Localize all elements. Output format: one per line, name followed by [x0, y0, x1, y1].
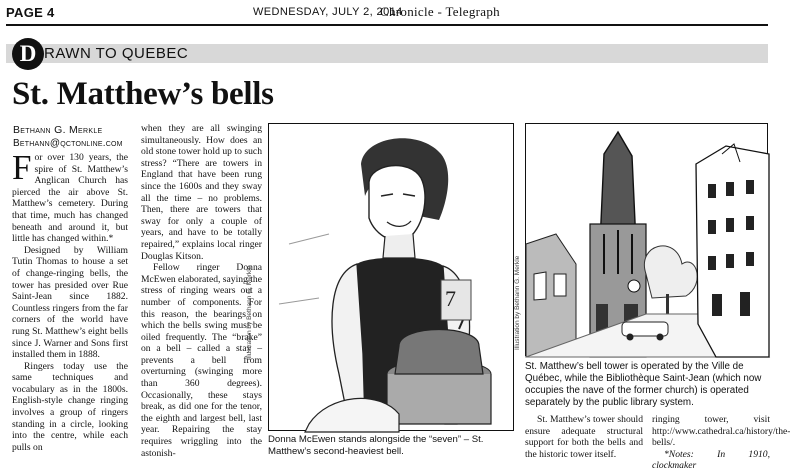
illustration-bell-ringer: [268, 123, 514, 431]
paragraph: when they are all swinging simultaneously. How does an old stone tower hold up to such stress? “There are towers in England that have been rung since the 1600s and they sway all the time – no problems. Then, there are towers that sway for only a couple of years, and have to be totally repaired,” explains local ringer Douglas Kitson.: [141, 123, 262, 262]
issue-date: WEDNESDAY, JULY 2, 2014: [253, 6, 403, 18]
article-column-3: [525, 414, 643, 459]
paragraph: Designed by William Tutin Thomas to house a set of change-ringing bells, the tower has presided over Rue Saint-Jean since 1882. Countless ringers from the far corners of the world have rung St. Matthew’s eight bells since J. Warner and Sons first installed them in 1888.: [12, 244, 128, 361]
article-column-1: [12, 148, 128, 459]
illustration-bell-tower: [525, 123, 768, 356]
bell-number-label: 7: [445, 286, 456, 311]
section-title: RAWN TO QUEBEC: [44, 45, 189, 62]
caption-1: Donna McEwen stands alongside the “seven” – St. Matthew’s second-heaviest bell.: [268, 434, 484, 457]
article-column-4: [652, 414, 790, 472]
article-column-2: [141, 123, 262, 459]
paragraph-text: or over 130 years, the spire of St. Matthew’s Anglican Church has pierced the air above St. Matthew’s cemetery. During that time, much has changed beneath and around it, but little has changed within.*: [12, 152, 128, 245]
paragraph: Fellow ringer Donna McEwen elaborated, saying the stress of ringing wears out a number of components. For this reason, the bearings on which the bells swing must be oiled frequently. The “brake” on a bell – called a stay – prevents a bell from overturning (swinging more than 360 degrees). Occasionally, these stays break, as did one for the tenor, the eighth and largest bell, last year. Repairing the stay requires wriggling into the astonish-: [141, 262, 262, 459]
ringer-drawing: [269, 124, 515, 432]
illustration-credit-2: Illustration by Bethann G. Merkle: [514, 255, 521, 350]
tower-drawing: [526, 124, 769, 357]
section-logo: D: [12, 38, 44, 70]
byline-author: Bethann G. Merkle: [13, 124, 103, 136]
illustration-credit-1: Illustration by Bethann G. Merkle: [246, 265, 253, 360]
paragraph: Ringers today use the same techniques and vocabulary as in the 1800s. English-style change ringing involves a group of ringers standing in a circle, looking into the centre, while each pulls on: [12, 360, 128, 453]
article-headline: St. Matthew’s bells: [12, 76, 274, 112]
masthead-rule: [6, 24, 768, 26]
newspaper-name: Chronicle - Telegraph: [380, 4, 500, 19]
notes-paragraph: *Notes: In 1910, clockmaker: [652, 448, 770, 472]
drop-cap: F: [12, 148, 32, 187]
page-number: PAGE 4: [6, 5, 55, 20]
byline-email: Bethann@qctonline.com: [13, 138, 123, 149]
paragraph: ringing tower, visit http://www.cathedral.ca/history/the-bells/.: [652, 414, 790, 449]
paragraph: [12, 148, 128, 245]
paragraph: St. Matthew’s tower should ensure adequate structural support for both the bells and the historic tower itself.: [525, 414, 643, 460]
caption-2: St. Matthew’s bell tower is operated by the Ville de Québec, while the Bibliothèque Saint-Jean (which now occupies the nave of the former church) is operated separately by the public library system.: [525, 361, 762, 408]
